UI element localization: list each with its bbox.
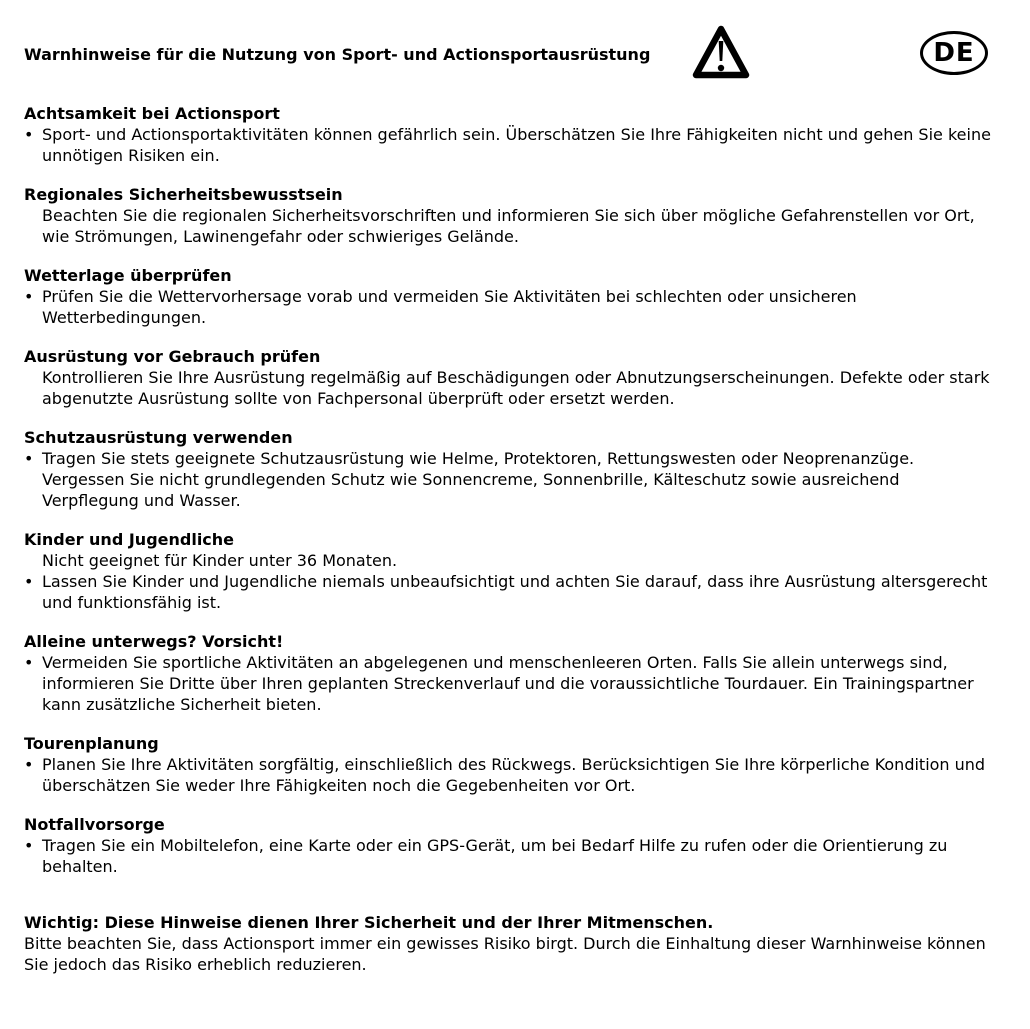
section-heading: Ausrüstung vor Gebrauch prüfen: [24, 347, 321, 366]
bullet-marker: •: [24, 287, 34, 306]
bullet-item-text: Lassen Sie Kinder und Jugendliche niemals unbeaufsichtigt und achten Sie darauf, dass ihre Ausrüstung altersgerecht und funktionsfähig ist.: [42, 572, 988, 612]
section-heading: Tourenplanung: [24, 734, 159, 753]
plain-item: [24, 550, 992, 571]
page-title: Warnhinweise für die Nutzung von Sport- und Actionsportausrüstung: [24, 45, 651, 64]
plain-item-text: Beachten Sie die regionalen Sicherheitsvorschriften und informieren Sie sich über mögliche Gefahrenstellen vor Ort, wie Strömungen, Lawinengefahr oder schwieriges Gelände.: [42, 206, 975, 246]
plain-item-text: Nicht geeignet für Kinder unter 36 Monaten.: [42, 551, 398, 570]
section-regionales-sicherheitsbewusstsein: [24, 184, 992, 247]
bullet-item: [24, 286, 992, 328]
section-notfallvorsorge: [24, 814, 992, 877]
section-alleine-unterwegs: [24, 631, 992, 715]
section-schutzausruestung: [24, 427, 992, 511]
de-language-badge: [920, 31, 988, 75]
bullet-item: [24, 124, 992, 166]
section-heading: Regionales Sicherheitsbewusstsein: [24, 185, 343, 204]
bullet-item: [24, 652, 992, 715]
section-heading: Achtsamkeit bei Actionsport: [24, 104, 280, 123]
bullet-item-text: Planen Sie Ihre Aktivitäten sorgfältig, einschließlich des Rückwegs. Berücksichtigen Sie Ihre körperliche Kondition und überschätzen Sie weder Ihre Fähigkeiten noch die Gegebenheiten vor Ort.: [42, 755, 986, 795]
bullet-item-text: Sport- und Actionsportaktivitäten können gefährlich sein. Überschätzen Sie Ihre Fähigkeiten nicht und gehen Sie keine unnötigen Risiken ein.: [42, 125, 991, 165]
plain-item-text: Kontrollieren Sie Ihre Ausrüstung regelmäßig auf Beschädigungen oder Abnutzungserscheinungen. Defekte oder stark abgenutzte Ausrüstung sollte von Fachpersonal überprüft oder ersetzt werden.: [42, 368, 990, 408]
bullet-item-text: Vermeiden Sie sportliche Aktivitäten an abgelegenen und menschenleeren Orten. Falls Sie allein unterwegs sind, informieren Sie Dritte über Ihren geplanten Streckenverlauf und die voraussichtliche Tourdauer. Ein Trainingspartner kann zusätzliche Sicherheit bieten.: [42, 653, 974, 714]
footer-note: [24, 912, 992, 975]
warning-triangle-icon: [692, 24, 750, 82]
bullet-marker: •: [24, 449, 34, 468]
section-heading: Wetterlage überprüfen: [24, 266, 232, 285]
footer-text: Bitte beachten Sie, dass Actionsport immer ein gewisses Risiko birgt. Durch die Einhaltung dieser Warnhinweise können Sie jedoch das Risiko erheblich reduzieren.: [24, 934, 986, 974]
bullet-marker: •: [24, 836, 34, 855]
document-header: [24, 37, 992, 68]
bullet-item: [24, 571, 992, 613]
section-achtsamkeit: [24, 103, 992, 166]
section-heading: Alleine unterwegs? Vorsicht!: [24, 632, 284, 651]
bullet-item-text: Tragen Sie ein Mobiltelefon, eine Karte oder ein GPS-Gerät, um bei Bedarf Hilfe zu rufen oder die Orientierung zu behalten.: [42, 836, 948, 876]
bullet-marker: •: [24, 755, 34, 774]
bullet-marker: •: [24, 125, 34, 144]
sections-container: [24, 103, 992, 877]
bullet-item: [24, 754, 992, 796]
plain-item: [24, 205, 992, 247]
bullet-marker: •: [24, 572, 34, 591]
section-heading: Notfallvorsorge: [24, 815, 165, 834]
section-tourenplanung: [24, 733, 992, 796]
section-heading: Kinder und Jugendliche: [24, 530, 235, 549]
section-ausruestung-pruefen: [24, 346, 992, 409]
footer-important-line: Wichtig: Diese Hinweise dienen Ihrer Sicherheit und der Ihrer Mitmenschen.: [24, 913, 714, 932]
section-heading: Schutzausrüstung verwenden: [24, 428, 293, 447]
bullet-marker: •: [24, 653, 34, 672]
bullet-item: [24, 448, 992, 511]
plain-item: [24, 367, 992, 409]
section-wetterlage: [24, 265, 992, 328]
bullet-item-text: Prüfen Sie die Wettervorhersage vorab und vermeiden Sie Aktivitäten bei schlechten oder unsicheren Wetterbedingungen.: [42, 287, 857, 327]
bullet-item-text: Tragen Sie stets geeignete Schutzausrüstung wie Helme, Protektoren, Rettungswesten oder Neoprenanzüge. Vergessen Sie nicht grundlegenden Schutz wie Sonnencreme, Sonnenbrille, Kälteschutz sowie ausreichend Verpflegung und Wasser.: [42, 449, 915, 510]
section-kinder-jugendliche: [24, 529, 992, 613]
de-language-badge-label: DE: [933, 37, 975, 68]
bullet-item: [24, 835, 992, 877]
